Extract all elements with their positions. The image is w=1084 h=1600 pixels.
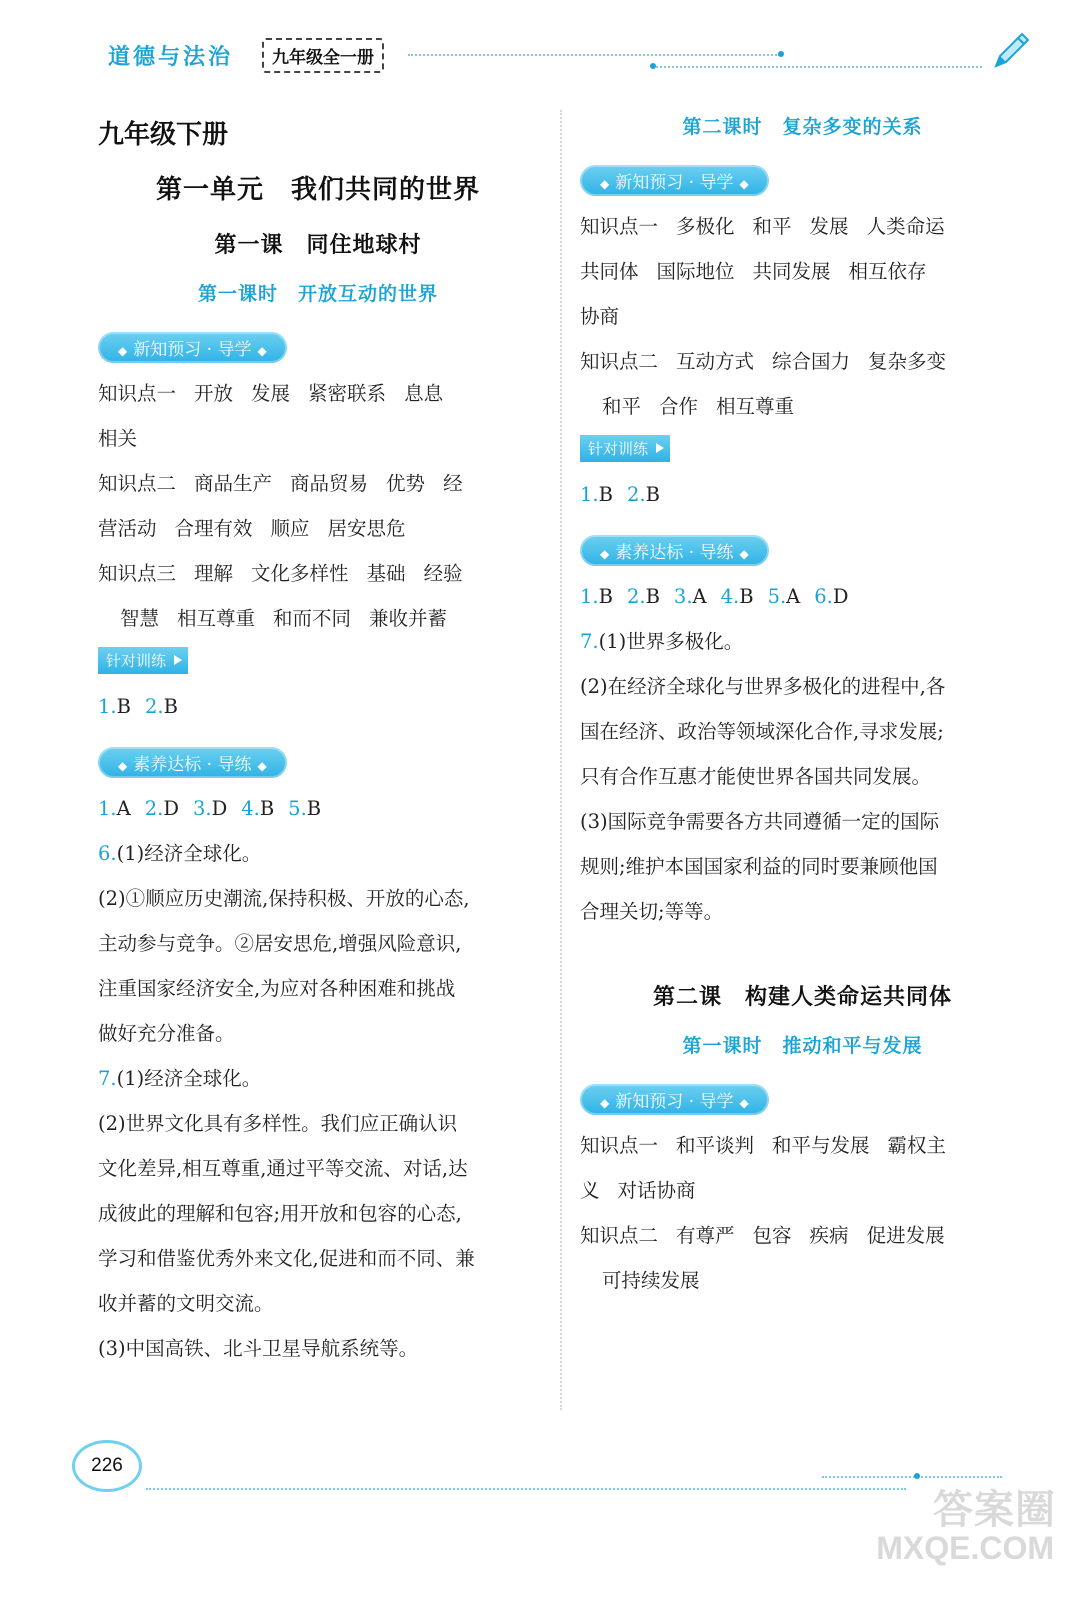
preview-pill-2: ◆ 新知预习 · 导学 ◆ bbox=[580, 1084, 769, 1115]
training-tag: 针对训练 bbox=[580, 435, 670, 462]
question-7-line: 国在经济、政治等领域深化合作,寻求发展; bbox=[580, 720, 944, 743]
knowledge-point-2: 知识点二 商品生产 商品贸易 优势 经 bbox=[98, 472, 463, 495]
lesson2-knowledge-point-2: 知识点二 有尊严 包容 疾病 促进发展 bbox=[580, 1224, 945, 1247]
knowledge-point-2: 知识点二 互动方式 综合国力 复杂多变 bbox=[580, 350, 947, 373]
question-6: 6.(1)经济全球化。 bbox=[98, 842, 262, 865]
preview-pill: ◆ 新知预习 · 导学 ◆ bbox=[580, 165, 769, 196]
lesson-title-2: 第二课 构建人类命运共同体 bbox=[652, 985, 952, 1010]
subject-title: 道德与法治 bbox=[108, 45, 234, 70]
header-dot bbox=[778, 51, 784, 57]
part-title: 九年级下册 bbox=[98, 120, 229, 150]
page-number: 226 bbox=[72, 1440, 142, 1492]
knowledge-point-1-cont: 共同体 国际地位 共同发展 相互依存 bbox=[580, 260, 927, 283]
training-tag: 针对训练 bbox=[98, 647, 188, 674]
question-6-line: 主动参与竞争。②居安思危,增强风险意识, bbox=[98, 932, 462, 955]
question-7-line: 规则;维护本国国家利益的同时要兼顾他国 bbox=[580, 855, 938, 878]
lesson2-knowledge-point-1-cont: 义 对话协商 bbox=[580, 1179, 696, 1202]
knowledge-point-1-cont: 相关 bbox=[98, 427, 138, 450]
level-pill: ◆ 素养达标 · 导练 ◆ bbox=[98, 747, 287, 778]
training-answers: 1.B 2.B bbox=[98, 695, 178, 718]
header-dotted-line-2 bbox=[652, 66, 982, 68]
question-7: 7.(1)经济全球化。 bbox=[98, 1067, 262, 1090]
column-divider bbox=[560, 110, 562, 1410]
question-7: 7.(1)世界多极化。 bbox=[580, 630, 744, 653]
pen-icon bbox=[988, 28, 1034, 74]
knowledge-point-3-cont: 智慧 相互尊重 和而不同 兼收并蓄 bbox=[120, 607, 448, 630]
knowledge-point-1-cont2: 协商 bbox=[580, 305, 620, 328]
question-7-line: (2)在经济全球化与世界多极化的进程中,各 bbox=[580, 675, 946, 698]
knowledge-point-2-cont: 和平 合作 相互尊重 bbox=[602, 395, 795, 418]
unit-title: 第一单元 我们共同的世界 bbox=[155, 175, 480, 205]
training-answers: 1.B 2.B bbox=[580, 483, 660, 506]
level-answers: 1.A 2.D 3.D 4.B 5.B bbox=[98, 797, 322, 820]
footer-dotted-line bbox=[146, 1488, 906, 1490]
watermark-logo: 答案圈 bbox=[933, 1488, 1056, 1532]
period-title-3: 第一课时 推动和平与发展 bbox=[682, 1035, 923, 1057]
header-dot-2 bbox=[650, 63, 656, 69]
lesson2-knowledge-point-1: 知识点一 和平谈判 和平与发展 霸权主 bbox=[580, 1134, 947, 1157]
question-7-line: 合理关切;等等。 bbox=[580, 900, 724, 923]
question-7-line: 只有合作互惠才能使世界各国共同发展。 bbox=[580, 765, 932, 788]
question-7-line: (3)国际竞争需要各方共同遵循一定的国际 bbox=[580, 810, 940, 833]
left-column bbox=[98, 112, 538, 1371]
question-7-line: (3)中国高铁、北斗卫星导航系统等。 bbox=[98, 1337, 419, 1360]
question-7-line: (2)世界文化具有多样性。我们应正确认识 bbox=[98, 1112, 458, 1135]
question-7-line: 文化差异,相互尊重,通过平等交流、对话,达 bbox=[98, 1157, 468, 1180]
level-answers: 1.B 2.B 3.A 4.B 5.A 6.D bbox=[580, 585, 849, 608]
grade-label: 九年级全一册 bbox=[262, 38, 384, 73]
question-7-line: 成彼此的理解和包容;用开放和包容的心态, bbox=[98, 1202, 462, 1225]
knowledge-point-1: 知识点一 多极化 和平 发展 人类命运 bbox=[580, 215, 945, 238]
watermark-url: MXQE.COM bbox=[876, 1530, 1054, 1566]
question-6-line: (2)①顺应历史潮流,保持积极、开放的心态, bbox=[98, 887, 470, 910]
right-column bbox=[580, 112, 1025, 1303]
page-header bbox=[0, 30, 1084, 80]
knowledge-point-2-cont: 营活动 合理有效 顺应 居安思危 bbox=[98, 517, 406, 540]
period-title: 第一课时 开放互动的世界 bbox=[197, 283, 438, 305]
level-pill: ◆ 素养达标 · 导练 ◆ bbox=[580, 535, 769, 566]
period-title-2: 第二课时 复杂多变的关系 bbox=[682, 116, 923, 138]
page-number-badge bbox=[64, 1440, 142, 1490]
footer-dot bbox=[914, 1473, 920, 1479]
question-6-line: 做好充分准备。 bbox=[98, 1022, 235, 1045]
knowledge-point-3: 知识点三 理解 文化多样性 基础 经验 bbox=[98, 562, 463, 585]
question-6-line: 注重国家经济安全,为应对各种困难和挑战 bbox=[98, 977, 456, 1000]
header-dotted-line bbox=[408, 54, 780, 56]
preview-pill: ◆ 新知预习 · 导学 ◆ bbox=[98, 332, 287, 363]
knowledge-point-1: 知识点一 开放 发展 紧密联系 息息 bbox=[98, 382, 444, 405]
question-7-line: 学习和借鉴优秀外来文化,促进和而不同、兼 bbox=[98, 1247, 475, 1270]
lesson2-knowledge-point-2-cont: 可持续发展 bbox=[602, 1269, 700, 1292]
question-7-line: 收并蓄的文明交流。 bbox=[98, 1292, 274, 1315]
lesson-title: 第一课 同住地球村 bbox=[214, 233, 422, 258]
